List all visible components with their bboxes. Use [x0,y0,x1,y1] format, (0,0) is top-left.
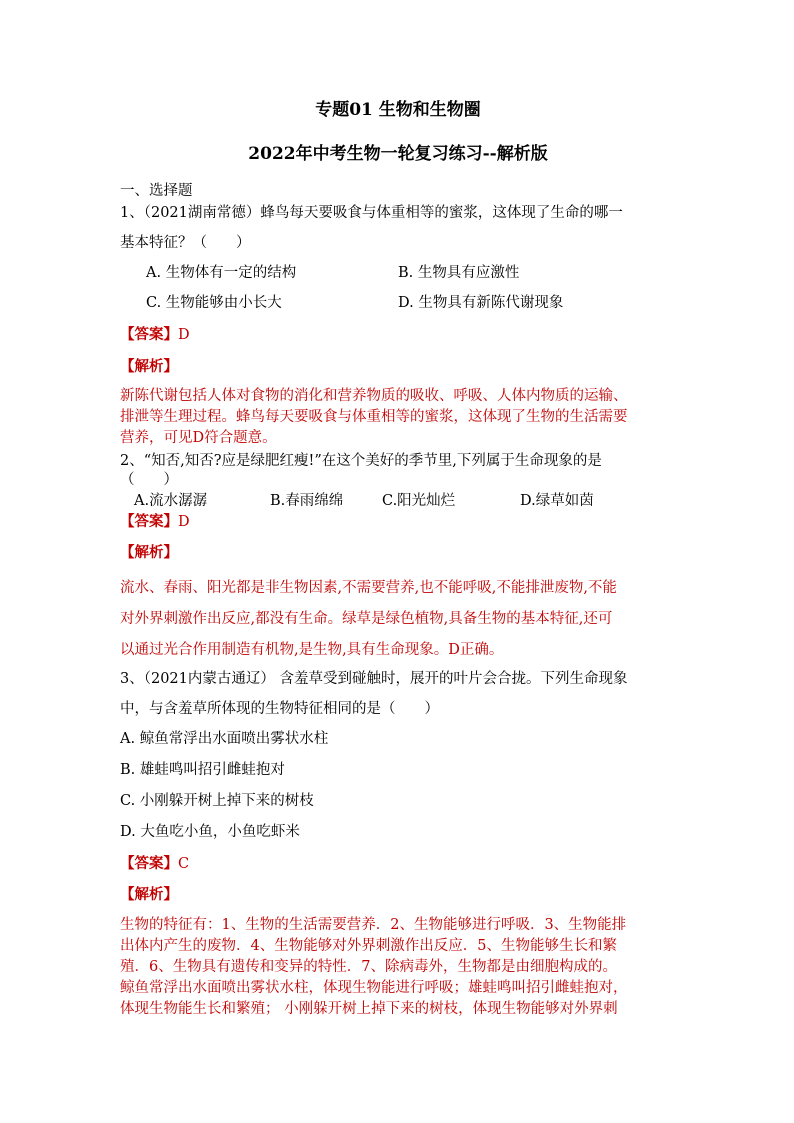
question-1-stem-line-1: 1、（2021湖南常德）蜂鸟每天要吸食与体重相等的蜜浆，这体现了生命的哪一 [120,205,623,221]
question-1-stem-line-2: 基本特征？（ ） [120,235,251,251]
analysis-line: 新陈代谢包括人体对食物的消化和营养物质的吸收、呼吸、人体内物质的运输、 [120,388,628,404]
question-2-answer [120,512,190,532]
answer-label: 【答案】 [120,855,178,872]
question-3-answer [120,854,189,874]
answer-value: D [178,327,190,343]
analysis-line: 以通过光合作用制造有机物,是生物,具有生命现象。D正确。 [120,642,504,658]
analysis-line: 出体内产生的废物．4、生物能够对外界刺激作出反应．5、生物能够生长和繁 [120,938,617,954]
answer-value: D [178,514,190,530]
question-1-option-c: C. 生物能够由小长大 [146,295,282,311]
analysis-line: 排泄等生理过程。蜂鸟每天要吸食与体重相等的蜜浆，这体现了生物的生活需要 [120,409,628,425]
question-1-answer [120,325,190,345]
document-title: 专题01 生物和生物圈 [315,100,481,120]
question-2-option-a: A.流水潺潺 [134,493,208,509]
analysis-line: 营养，可见D符合题意。 [120,430,277,446]
question-3-option-c: C. 小刚躲开树上掉下来的树枝 [120,793,314,809]
answer-label: 【答案】 [120,513,178,530]
question-3-analysis [120,915,676,1020]
question-2-analysis [120,573,676,666]
question-3-option-a: A. 鲸鱼常浮出水面喷出雾状水柱 [120,731,329,747]
question-1-option-b: B. 生物具有应激性 [398,265,520,281]
question-1-analysis-label: 【解析】 [120,358,178,375]
question-2-option-c: C.阳光灿烂 [382,493,456,509]
analysis-line: 对外界刺激作出反应,都没有生命。绿草是绿色植物,具备生物的基本特征,还可 [120,611,613,627]
analysis-line: 生物的特征有：1、生物的生活需要营养．2、生物能够进行呼吸．3、生物能排 [120,917,627,933]
question-3-stem-line-1: 3、（2021内蒙古通辽） 含羞草受到碰触时，展开的叶片会合拢。下列生命现象 [120,671,628,687]
answer-label: 【答案】 [120,326,178,343]
question-2-analysis-label: 【解析】 [120,544,178,561]
question-2-stem-line-1: 2、“知否,知否?应是绿肥红瘦!”在这个美好的季节里,下列属于生命现象的是 [120,453,602,469]
section-heading: 一、选择题 [120,183,193,199]
analysis-line: 体现生物能生长和繁殖； 小刚躲开树上掉下来的树枝，体现生物能够对外界刺 [120,1001,618,1017]
document-subtitle: 2022年中考生物一轮复习练习--解析版 [248,144,548,164]
question-3-option-b: B. 雄蛙鸣叫招引雌蛙抱对 [120,762,285,778]
question-2-option-b: B.春雨绵绵 [270,493,344,509]
question-2-option-d: D.绿草如茵 [520,493,594,509]
analysis-line: 鲸鱼常浮出水面喷出雾状水柱，体现生物能进行呼吸；雄蛙鸣叫招引雌蛙抱对， [120,980,628,996]
question-3-analysis-label: 【解析】 [120,886,178,903]
question-3-option-d: D. 大鱼吃小鱼，小鱼吃虾米 [120,824,300,840]
answer-value: C [178,856,190,872]
question-1-analysis [120,386,676,449]
question-2-stem-line-2: （ ） [120,472,178,488]
question-3-stem-line-2: 中，与含羞草所体现的生物特征相同的是（ ） [120,701,439,717]
question-1-option-a: A. 生物体有一定的结构 [146,265,297,281]
question-1-option-d: D. 生物具有新陈代谢现象 [398,295,564,311]
analysis-line: 殖．6、生物具有遗传和变异的特性．7、除病毒外，生物都是由细胞构成的。 [120,959,617,975]
analysis-line: 流水、春雨、阳光都是非生物因素,不需要营养,也不能呼吸,不能排泄废物,不能 [120,580,617,596]
